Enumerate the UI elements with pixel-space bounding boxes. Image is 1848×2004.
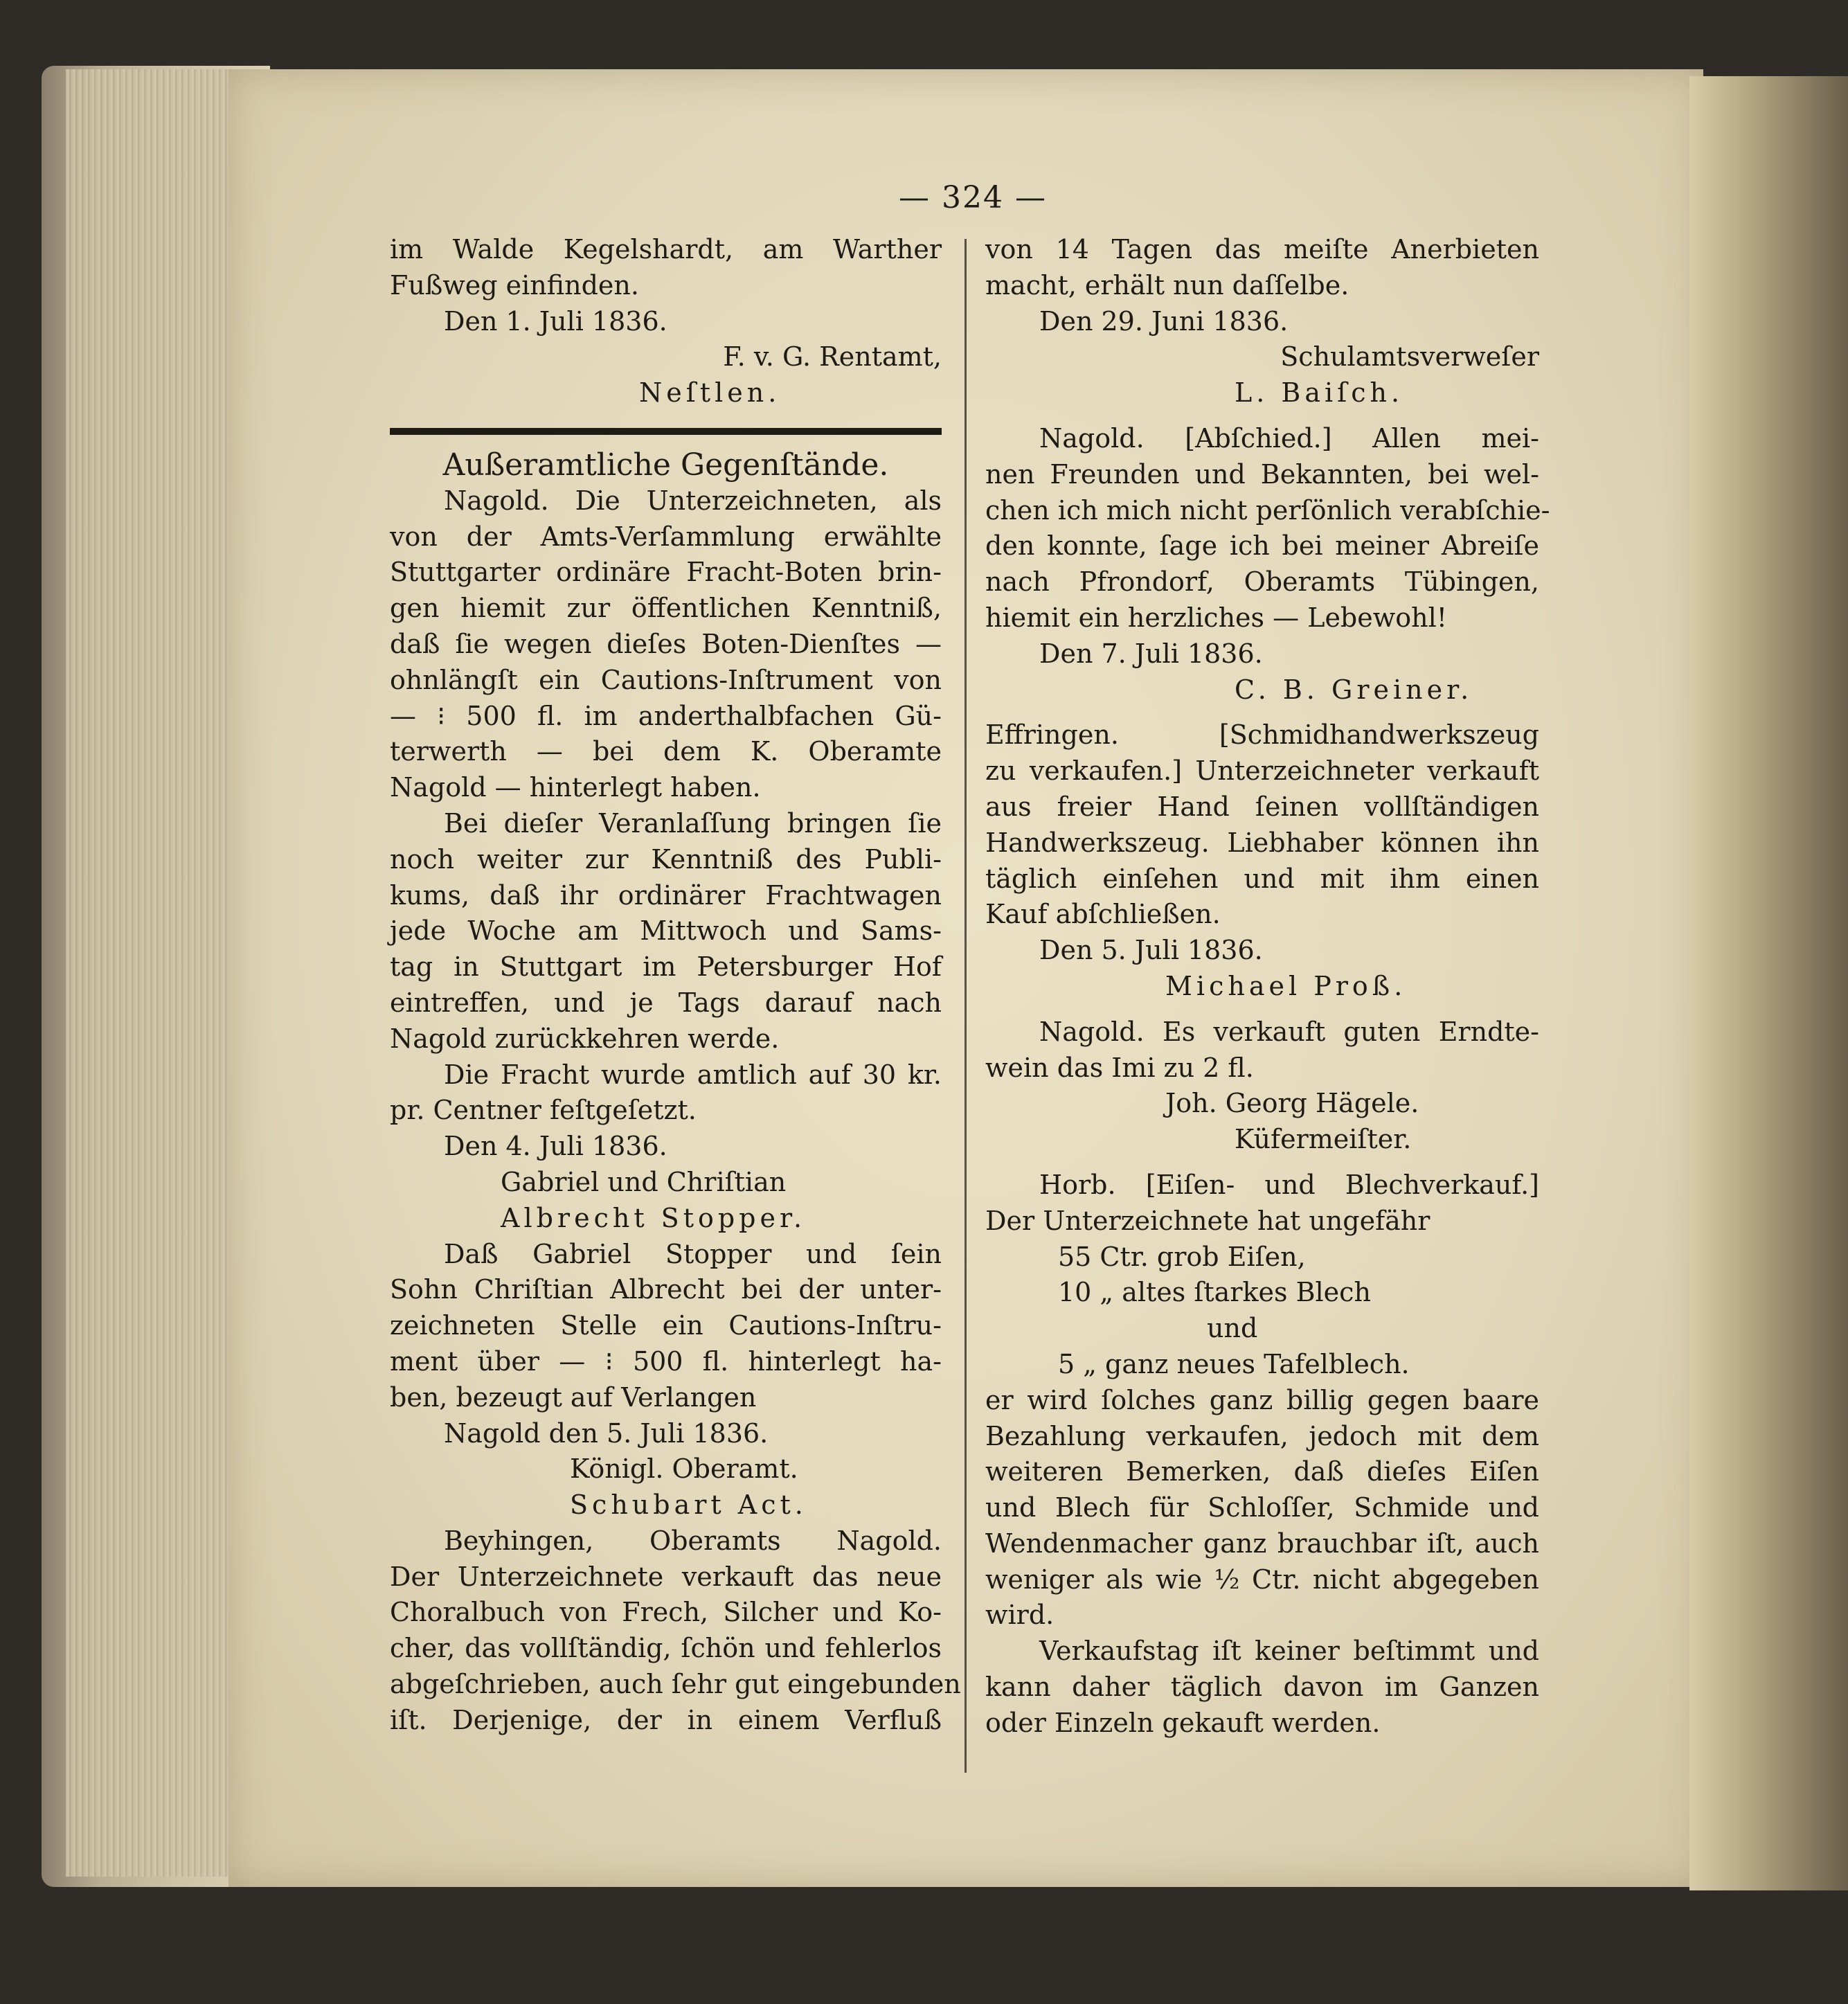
left-text-line: tag in Stuttgart im Petersburger Hof — [390, 951, 942, 983]
right-text-line: Schulamtsverweſer — [1280, 341, 1539, 373]
right-text-line: Horb. [Eiſen- und Blechverkauf.] — [1039, 1169, 1539, 1200]
left-text-line: ohnlängſt ein Cautions-Inſtrument von — [390, 664, 942, 695]
right-text-line: zu verkaufen.] Unterzeichneter verkauft — [985, 755, 1539, 787]
left-text-line: Nagold den 5. Juli 1836. — [444, 1417, 769, 1449]
left-text-line: F. v. G. Rentamt, — [723, 341, 942, 373]
right-text-line: aus freier Hand ſeinen vollſtändigen — [985, 791, 1539, 822]
right-text-line: Michael Proß. — [1165, 970, 1407, 1001]
right-text-line: er wird ſolches ganz billig gegen baare — [985, 1384, 1539, 1415]
left-text-line: zeichneten Stelle ein Cautions-Inſtru- — [390, 1310, 942, 1341]
right-text-line: Kauf abſchließen. — [985, 899, 1221, 930]
left-text-line: Bei dieſer Veranlaſſung bringen ſie — [444, 807, 942, 839]
right-text-line: Verkaufstag iſt keiner beſtimmt und — [1039, 1636, 1539, 1667]
right-column — [985, 232, 1550, 1742]
right-text-line: den konnte, ſage ich bei meiner Abreiſe — [985, 530, 1539, 562]
right-text-line: Bezahlung verkaufen, jedoch mit dem — [985, 1420, 1539, 1451]
left-text-line: Nagold — hinterlegt haben. — [390, 772, 761, 803]
left-text-line: Gabriel und Chriſtian — [501, 1166, 787, 1197]
left-text-line: kums, daß ihr ordinärer Frachtwagen — [390, 879, 942, 911]
left-text-line: jede Woche am Mittwoch und Sams- — [390, 915, 942, 947]
left-text-line: Nagold zurückkehren werde. — [390, 1023, 780, 1054]
paragraph-gap — [985, 708, 1539, 717]
left-text-line: gen hiemit zur öffentlichen Kenntniß, — [390, 593, 942, 624]
column-divider — [965, 239, 967, 1773]
left-text-line: abgeſchrieben, auch ſehr gut eingebunden — [390, 1669, 961, 1700]
left-text-line: Außeramtliche Gegenſtände. — [442, 447, 889, 483]
left-text-line: eintreffen, und je Tags darauf nach — [390, 987, 942, 1018]
right-text-line: chen ich mich nicht perſönlich verabſchie- — [985, 494, 1550, 526]
right-text-line: L. Baiſch. — [1235, 377, 1404, 409]
left-column — [390, 232, 961, 1739]
right-text-line: oder Einzeln gekauft werden. — [985, 1707, 1381, 1738]
right-text-line: nach Pfrondorf, Oberamts Tübingen, — [985, 566, 1539, 598]
right-text-line: Joh. Georg Hägele. — [1165, 1088, 1419, 1119]
right-text-line: 10 „ altes ſtarkes Blech — [1058, 1277, 1371, 1308]
left-text-line: Schubart Act. — [570, 1489, 807, 1521]
right-text-line: Wendenmacher ganz brauchbar iſt, auch — [985, 1528, 1539, 1559]
left-text-line: ben, bezeugt auf Verlangen — [390, 1381, 757, 1413]
left-text-line: pr. Centner feſtgeſetzt. — [390, 1095, 697, 1126]
right-text-line: und — [1207, 1313, 1258, 1344]
left-text-line: Nagold. Die Unterzeichneten, als — [444, 485, 942, 516]
left-text-line: Beyhingen, Oberamts Nagold. — [444, 1525, 942, 1556]
left-text-line: Fußweg einfinden. — [390, 269, 639, 301]
left-text-line: terwerth — bei dem K. Oberamte — [390, 736, 942, 767]
right-text-line: täglich einſehen und mit ihm einen — [985, 863, 1539, 894]
right-text-line: C. B. Greiner. — [1235, 674, 1473, 705]
left-text-line: Den 1. Juli 1836. — [444, 305, 667, 337]
right-text-line: Handwerkszeug. Liebhaber können ihn — [985, 827, 1539, 858]
left-text-line: von der Amts-Verſammlung erwählte — [390, 521, 942, 552]
right-text-line: und Blech für Schloſſer, Schmide und — [985, 1492, 1539, 1523]
paragraph-gap — [985, 411, 1539, 421]
left-text-line: Choralbuch von Frech, Silcher und Ko- — [390, 1597, 942, 1628]
right-text-line: 55 Ctr. grob Eiſen, — [1058, 1241, 1306, 1272]
section-rule — [390, 428, 942, 435]
left-text-line: Die Fracht wurde amtlich auf 30 kr. — [444, 1059, 942, 1090]
right-text-line: Nagold. [Abſchied.] Allen mei- — [1039, 422, 1539, 454]
right-text-line: macht, erhält nun daſſelbe. — [985, 269, 1349, 301]
left-text-line: Sohn Chriſtian Albrecht bei der unter- — [390, 1274, 942, 1305]
left-text-line: Daß Gabriel Stopper und ſein — [444, 1238, 942, 1269]
left-text-line: Den 4. Juli 1836. — [444, 1131, 667, 1162]
left-text-line: Stuttgarter ordinäre Fracht-Boten brin- — [390, 557, 942, 588]
page-number: — 324 — — [899, 180, 1047, 215]
left-text-line: noch weiter zur Kenntniß des Publi- — [390, 843, 942, 875]
right-text-line: nen Freunden und Bekannten, bei wel- — [985, 458, 1539, 490]
page-stack-edge — [66, 69, 239, 1877]
right-text-line: weiteren Bemerken, daß dieſes Eiſen — [985, 1456, 1539, 1487]
right-text-line: wein das Imi zu 2 fl. — [985, 1052, 1254, 1083]
right-text-line: von 14 Tagen das meiſte Anerbieten — [985, 234, 1539, 265]
left-text-line: im Walde Kegelshardt, am Warther — [390, 234, 942, 265]
left-text-line: Albrecht Stopper. — [501, 1202, 807, 1233]
right-text-line: Küfermeiſter. — [1235, 1124, 1412, 1155]
right-text-line: Den 7. Juli 1836. — [1039, 638, 1263, 669]
right-text-line: kann daher täglich davon im Ganzen — [985, 1672, 1539, 1703]
left-text-line: Der Unterzeichnete verkauft das neue — [390, 1561, 942, 1592]
left-text-line: iſt. Derjenige, der in einem Verfluß — [390, 1704, 942, 1735]
paragraph-gap — [985, 1005, 1539, 1014]
paragraph-gap — [985, 1158, 1539, 1167]
left-text-line: daß ſie wegen dieſes Boten-Dienſtes — — [390, 628, 942, 659]
left-text-line: — ⁝ 500 fl. im anderthalbfachen Gü- — [390, 700, 942, 731]
right-text-line: Der Unterzeichnete hat ungefähr — [985, 1205, 1430, 1236]
right-text-line: 5 „ ganz neues Tafelblech. — [1058, 1348, 1410, 1379]
gutter-shadow — [1689, 76, 1848, 1890]
left-text-line: Neſtlen. — [639, 377, 781, 409]
right-text-line: hiemit ein herzliches — Lebewohl! — [985, 602, 1448, 633]
right-text-line: Den 5. Juli 1836. — [1039, 935, 1263, 966]
left-text-line: Königl. Oberamt. — [570, 1453, 798, 1485]
right-text-line: Den 29. Juni 1836. — [1039, 305, 1289, 337]
left-text-line: ment über — ⁝ 500 fl. hinterlegt ha- — [390, 1345, 942, 1377]
right-text-line: Nagold. Es verkauft guten Erndte- — [1039, 1016, 1539, 1047]
right-text-line: weniger als wie ½ Ctr. nicht abgegeben — [985, 1564, 1539, 1595]
right-text-line: wird. — [985, 1600, 1055, 1631]
right-text-line: Effringen. [Schmidhandwerkszeug — [985, 719, 1539, 751]
left-text-line: cher, das vollſtändig, ſchön und fehlerlos — [390, 1633, 942, 1664]
